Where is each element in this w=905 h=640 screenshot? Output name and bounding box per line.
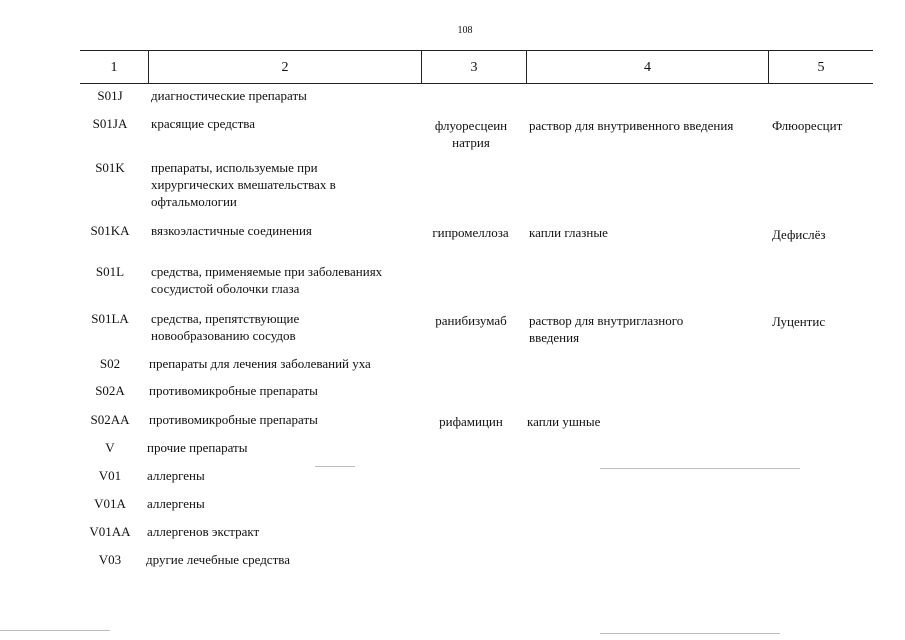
- header-col-5: 5: [768, 51, 873, 83]
- atc-code: S01JA: [92, 116, 128, 131]
- trade-name: Дефислёз: [772, 227, 826, 242]
- atc-code: V: [105, 440, 115, 455]
- inn-name: ранибизумаб: [435, 313, 507, 328]
- dosage-form: капли глазные: [529, 225, 608, 240]
- page-number: 108: [457, 25, 473, 36]
- dosage-form: капли ушные: [527, 414, 601, 429]
- inn-name: гипромеллоза: [432, 225, 509, 240]
- trade-name: Флюоресцит: [772, 118, 843, 133]
- atc-code: S02AA: [90, 412, 130, 427]
- inn-name: рифамицин: [439, 414, 503, 429]
- atc-group-name: аллергенов экстракт: [147, 524, 260, 539]
- inn-name: флуоресцеин натрия: [434, 118, 508, 150]
- atc-code: S01J: [97, 88, 123, 103]
- atc-group-name: красящие средства: [151, 116, 255, 131]
- dosage-form: раствор для внутриглазного введения: [529, 313, 684, 345]
- header-col-2: 2: [148, 51, 421, 83]
- atc-group-name: вязкоэластичные соединения: [151, 223, 312, 238]
- dosage-form: раствор для внутривенного введения: [529, 118, 734, 133]
- scan-artifact: [0, 630, 110, 631]
- atc-group-name: противомикробные препараты: [149, 383, 318, 398]
- atc-group-name: средства, препятствующие новообразованию сосудов: [151, 311, 300, 343]
- table-header: [80, 50, 873, 84]
- atc-code: V01AA: [89, 524, 131, 539]
- atc-group-name: препараты для лечения заболеваний уха: [149, 356, 371, 371]
- atc-group-name: аллергены: [147, 468, 205, 483]
- atc-group-name: аллергены: [147, 496, 205, 511]
- scan-artifact: [600, 633, 780, 634]
- atc-code: V01A: [94, 496, 126, 511]
- atc-code: S02: [99, 356, 121, 371]
- atc-code: S01K: [95, 160, 125, 175]
- atc-group-name: диагностические препараты: [151, 88, 307, 103]
- scan-artifact: [600, 468, 800, 469]
- atc-code: V01: [98, 468, 122, 483]
- atc-group-name: другие лечебные средства: [146, 552, 290, 567]
- atc-code: S02A: [95, 383, 125, 398]
- header-col-4: 4: [526, 51, 768, 83]
- trade-name: Луцентис: [772, 314, 826, 329]
- header-col-1: 1: [110, 60, 118, 75]
- atc-group-name: препараты, используемые при хирургических вмешательствах в офтальмологии: [151, 160, 336, 209]
- atc-group-name: средства, применяемые при заболеваниях сосудистой оболочки глаза: [151, 264, 383, 296]
- atc-code: S01LA: [91, 311, 129, 326]
- atc-code: S01KA: [90, 223, 130, 238]
- atc-code: S01L: [95, 264, 125, 279]
- atc-code: V03: [98, 552, 122, 567]
- scan-artifact: [315, 466, 355, 467]
- atc-group-name: противомикробные препараты: [149, 412, 318, 427]
- header-col-3: 3: [421, 51, 526, 83]
- atc-group-name: прочие препараты: [147, 440, 248, 455]
